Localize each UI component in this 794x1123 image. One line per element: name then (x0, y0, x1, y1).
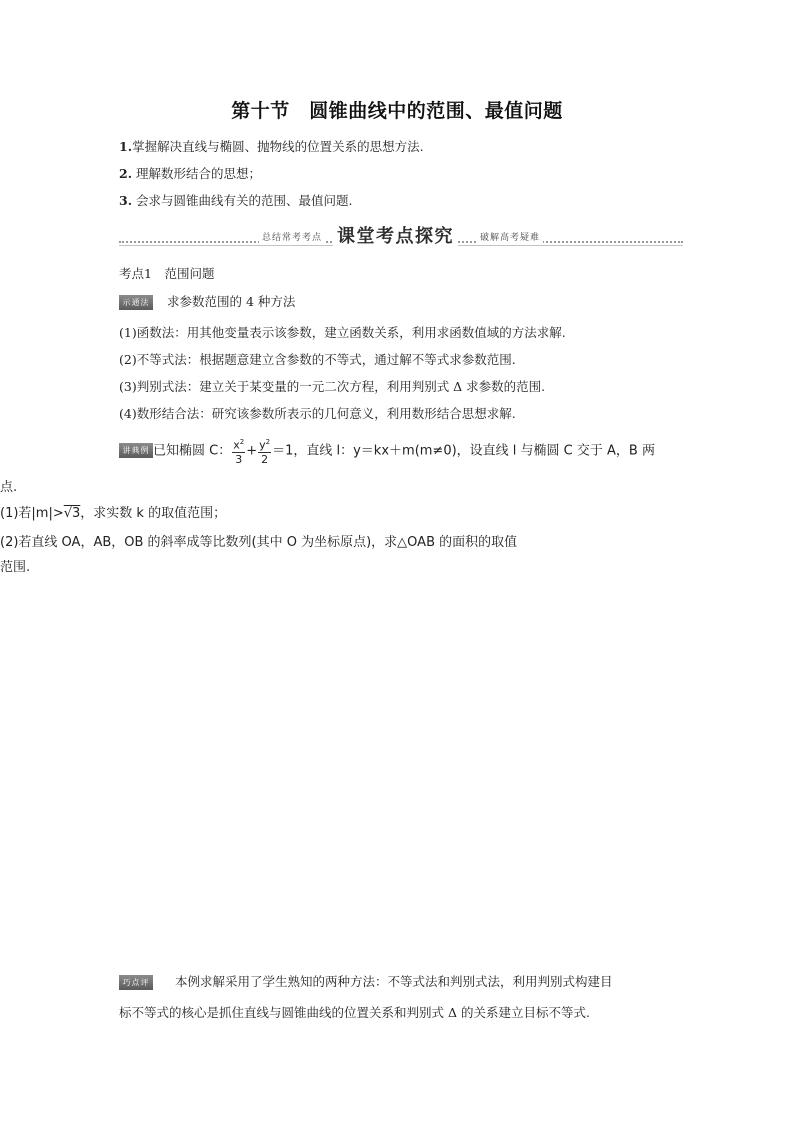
fraction-x2-over-3: $\frac{x^2}{3}$ (233, 438, 245, 466)
method-tag-badge: 示通法 (119, 295, 153, 310)
method-item-3: (3)判别式法：建立关于某变量的一元二次方程，利用判别式 Δ 求参数的范围. (119, 379, 546, 394)
objective-1: 1.掌握解决直线与椭圆、抛物线的位置关系的思想方法. (119, 139, 424, 154)
banner-title: 课堂考点探究 (333, 222, 458, 248)
page-title: 第十节 圆锥曲线中的范围、最值问题 (231, 100, 563, 122)
method-header (119, 292, 295, 310)
example-question-2-cont: 范围. (0, 560, 31, 575)
review-tag-badge: 巧点评 (119, 975, 153, 990)
example-statement: 讲典例 已知椭圆 C： $\frac{x^2}{3}$ + $\frac{y^2}{2}$ ＝1，直线 l：y＝kx＋m(m≠0)，设直线 l 与椭圆 C 交于 A，B 两 (119, 436, 655, 466)
sqrt-three: √3 (63, 506, 81, 521)
banner-left-text: 总结常考考点 (259, 230, 325, 243)
example-question-1: (1)若|m|>√3，求实数 k 的取值范围； (0, 506, 227, 521)
section-heading: 考点1 范围问题 (119, 266, 215, 281)
review-note-cont: 标不等式的核心是抓住直线与圆锥曲线的位置关系和判别式 Δ 的关系建立目标不等式. (119, 1005, 590, 1020)
review-note: 巧点评 本例求解采用了学生熟知的两种方法：不等式法和判别式法，利用判别式构建目 (119, 972, 613, 990)
objective-3: 3. 会求与圆锥曲线有关的范围、最值问题. (119, 193, 353, 208)
example-statement-cont: 点. (0, 480, 18, 495)
method-item-2: (2)不等式法：根据题意建立含参数的不等式，通过解不等式求参数范围. (119, 352, 516, 367)
section-banner (119, 224, 683, 248)
banner-right-text: 破解高考疑难 (477, 230, 543, 243)
fraction-y2-over-2: $\frac{y^2}{2}$ (259, 438, 271, 466)
example-tag-badge: 讲典例 (119, 443, 153, 458)
method-item-1: (1)函数法：用其他变量表示该参数，建立函数关系，利用求函数值域的方法求解. (119, 325, 566, 340)
method-title: 求参数范围的 4 种方法 (167, 294, 296, 309)
example-question-2: (2)若直线 OA，AB，OB 的斜率成等比数列(其中 O 为坐标原点)，求△OAB 的面积的取值 (0, 535, 518, 550)
method-item-4: (4)数形结合法：研究该参数所表示的几何意义，利用数形结合思想求解. (119, 406, 516, 421)
objective-2: 2. 理解数形结合的思想； (119, 166, 262, 181)
